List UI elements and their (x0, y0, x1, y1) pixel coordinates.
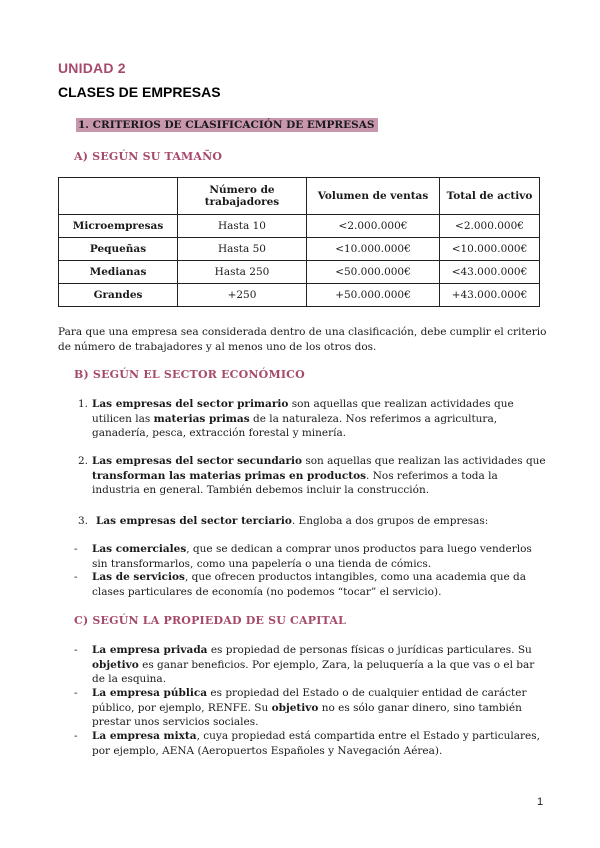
item-text: . Nos referimos a toda la industria en general. También debemos incluir la construcción. (92, 469, 498, 496)
table-cell: Hasta 250 (178, 261, 307, 284)
item-text: es propiedad de personas físicas o jurídicas particulares. Su (207, 644, 532, 656)
item-text: , cuya propiedad está compartida entre el Estado y particulares, por ejemplo, AENA (Aeropuertos Españoles y Navegación Aérea). (92, 730, 540, 757)
table-header-cell (59, 178, 178, 215)
bold-text: materias primas (153, 412, 250, 425)
table-row (59, 215, 540, 238)
bold-text: Las empresas del sector secundario (92, 455, 302, 467)
table-cell: <43.000.000€ (440, 261, 540, 284)
bold-text: objetivo (92, 658, 139, 671)
table-row (59, 284, 540, 307)
table-header-cell: Total de activo (440, 178, 540, 215)
table-header-cell: Número de trabajadores (178, 178, 307, 215)
bold-text: La empresa privada (92, 644, 208, 656)
size-table (58, 177, 540, 307)
criteria-note: Para que una empresa sea considerada dentro de una clasificación, debe cumplir el criterio de número de trabajadores y al menos uno de los otros dos. (58, 326, 547, 353)
list-dash: - (74, 687, 78, 699)
list-dash: - (74, 644, 78, 656)
table-cell: <50.000.000€ (307, 261, 440, 284)
table-cell: +50.000.000€ (307, 284, 440, 307)
table-header-row (59, 178, 540, 215)
table-cell: +43.000.000€ (440, 284, 540, 307)
page-number: 1 (537, 796, 544, 808)
subheading-propiedad: C) SEGÚN LA PROPIEDAD DE SU CAPITAL (74, 614, 347, 627)
list-dash: - (74, 543, 78, 555)
item-text: , que ofrecen productos intangibles, como una academia que da clases particulares de economía (no podemos “tocar” el servicio). (92, 571, 526, 598)
list-number: 2. (78, 455, 89, 467)
item-text: , que se dedican a comprar unos productos para luego venderlos sin transformarlos, como una papelería o una tienda de cómics. (92, 543, 532, 570)
bold-text: Las de servicios (92, 571, 185, 583)
item-text: es propiedad del Estado o de cualquier entidad de carácter público, por ejemplo, RENFE. Su (92, 687, 527, 714)
list-item-secundario (58, 454, 548, 498)
list-number: 3. (78, 515, 89, 527)
list-item-mixta (58, 729, 548, 758)
table-cell: <2.000.000€ (307, 215, 440, 238)
list-item-terciario (58, 514, 548, 529)
table-cell: Hasta 50 (178, 238, 307, 261)
table-row (59, 238, 540, 261)
table-cell: Microempresas (59, 215, 178, 238)
item-text: son aquellas que realizan actividades que utilicen las (92, 398, 514, 425)
item-text: . Engloba a dos grupos de empresas: (291, 515, 489, 527)
list-number: 1. (78, 398, 89, 410)
table-cell: Hasta 10 (178, 215, 307, 238)
list-item-primario (58, 397, 548, 441)
bold-text: transforman las materias primas en productos (92, 469, 367, 482)
table-cell: <10.000.000€ (440, 238, 540, 261)
page-title: CLASES DE EMPRESAS (58, 84, 221, 100)
item-text: de la naturaleza. Nos referimos a agricultura, ganadería, pesca, extracción forestal y minería. (92, 412, 498, 439)
list-item-publica (58, 686, 548, 730)
table-header-cell: Volumen de ventas (307, 178, 440, 215)
list-dash: - (74, 730, 78, 742)
bold-text: La empresa mixta (92, 730, 197, 742)
table-cell: <2.000.000€ (440, 215, 540, 238)
item-text: no es sólo ganar dinero, sino también prestar unos servicios sociales. (92, 701, 522, 728)
list-item-servicios (58, 570, 548, 599)
section-heading-criterios: 1. CRITERIOS DE CLASIFICACIÓN DE EMPRESAS (76, 118, 378, 132)
unit-label: UNIDAD 2 (58, 60, 126, 76)
subheading-tamano: A) SEGÚN SU TAMAÑO (74, 150, 223, 163)
item-text: son aquellas que realizan las actividades que (302, 455, 546, 467)
bold-text: objetivo (271, 701, 319, 714)
bold-text: Las empresas del sector primario (92, 398, 289, 410)
list-item-comerciales (58, 542, 548, 571)
table-cell: Pequeñas (59, 238, 178, 261)
table-row (59, 261, 540, 284)
item-text: es ganar beneficios. Por ejemplo, Zara, la peluquería a la que vas o el bar de la esquina. (92, 658, 535, 685)
table-cell: <10.000.000€ (307, 238, 440, 261)
bold-text: Las empresas del sector terciario (96, 515, 292, 527)
table-cell: Grandes (59, 284, 178, 307)
list-dash: - (74, 571, 78, 583)
bold-text: La empresa pública (92, 687, 208, 699)
subheading-sector: B) SEGÚN EL SECTOR ECONÓMICO (74, 368, 305, 381)
list-item-privada (58, 643, 548, 687)
bold-text: Las comerciales (92, 543, 187, 555)
table-cell: Medianas (59, 261, 178, 284)
table-cell: +250 (178, 284, 307, 307)
